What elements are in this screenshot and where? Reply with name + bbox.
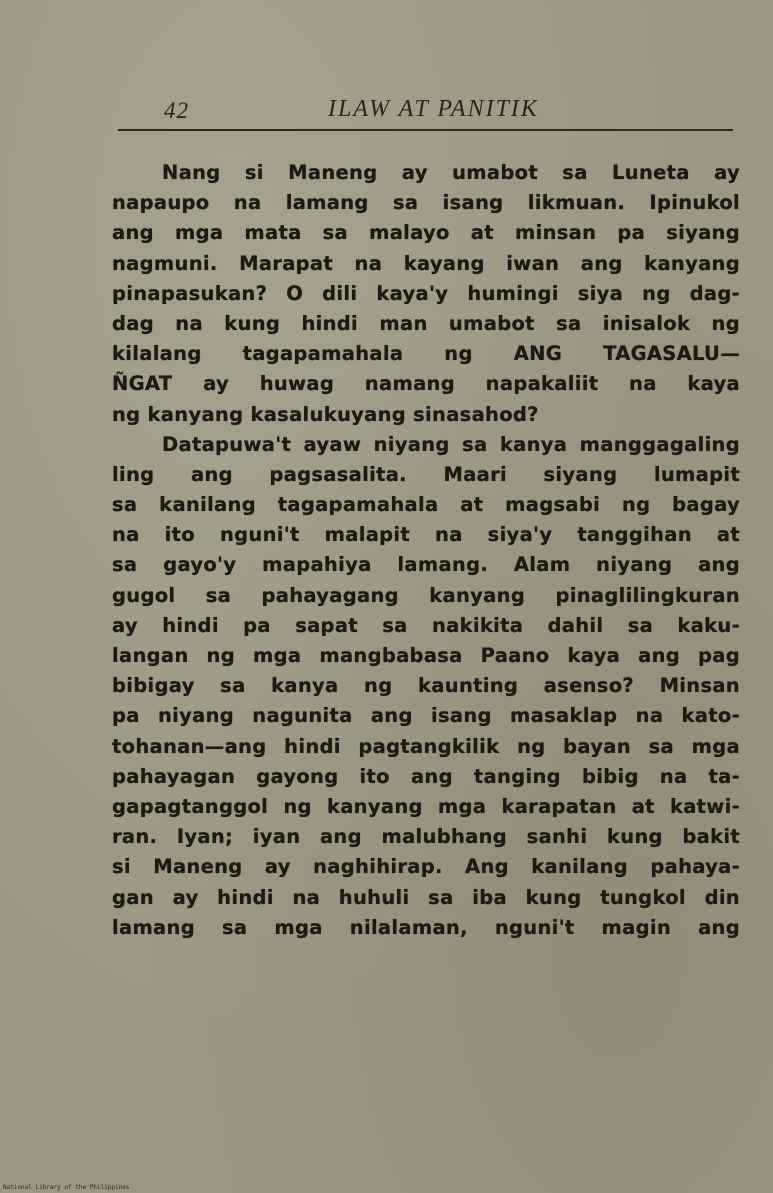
text-line: sa gayo'y mapahiya lamang. Alam niyang ang — [112, 553, 740, 577]
text-line: ran. Iyan; iyan ang malubhang sanhi kung bakit — [112, 825, 740, 849]
text-line: dag na kung hindi man umabot sa inisalok ng — [112, 311, 740, 335]
text-line: pinapasukan? O dili kaya'y humingi siya ng dag- — [112, 281, 740, 305]
body-text — [112, 158, 740, 943]
text-line: sa kanilang tagapamahala at magsabi ng bagay — [112, 493, 740, 517]
text-line: ang mga mata sa malayo at minsan pa siyang — [112, 221, 740, 245]
text-line: si Maneng ay naghihirap. Ang kanilang pahaya- — [112, 855, 740, 879]
text-line: tohanan—ang hindi pagtangkilik ng bayan sa mga — [112, 734, 740, 758]
text-line: Datapuwa't ayaw niyang sa kanya manggagaling — [162, 432, 740, 456]
text-line: napaupo na lamang sa isang likmuan. Ipinukol — [112, 191, 740, 215]
header-rule — [118, 129, 733, 131]
running-title: ILAW AT PANITIK — [328, 96, 539, 122]
text-line: ng kanyang kasalukuyang sinasahod? — [112, 402, 539, 426]
text-line: Nang si Maneng ay umabot sa Luneta ay — [162, 161, 740, 184]
footer-credit: National Library of the Philippines — [3, 1184, 130, 1191]
text-line: na ito nguni't malapit na siya'y tanggihan at — [112, 523, 740, 547]
text-line: pahayagan gayong ito ang tanging bibig na ta- — [112, 764, 740, 788]
text-line: gapagtanggol ng kanyang mga karapatan at katwi- — [112, 794, 740, 818]
text-line: langan ng mga mangbabasa Paano kaya ang pag — [112, 644, 740, 667]
page-number: 42 — [164, 98, 189, 123]
text-line: kilalang tagapamahala ng ANG TAGASALU— — [112, 342, 740, 366]
text-line: gugol sa pahayagang kanyang pinaglilingkuran — [112, 583, 740, 607]
text-line: pa niyang nagunita ang isang masaklap na kato- — [112, 704, 740, 728]
text-line: nagmuni. Marapat na kayang iwan ang kanyang — [112, 251, 740, 275]
text-line: lamang sa mga nilalaman, nguni't magin ang — [112, 915, 740, 939]
text-line: ay hindi pa sapat sa nakikita dahil sa kaku- — [112, 613, 740, 637]
text-line: gan ay hindi na huhuli sa iba kung tungkol din — [112, 885, 740, 909]
text-line: ling ang pagsasalita. Maari siyang lumapit — [112, 462, 740, 486]
text-line: ÑGAT ay huwag namang napakaliit na kaya — [112, 372, 740, 396]
text-line: bibigay sa kanya ng kaunting asenso? Minsan — [112, 674, 740, 698]
